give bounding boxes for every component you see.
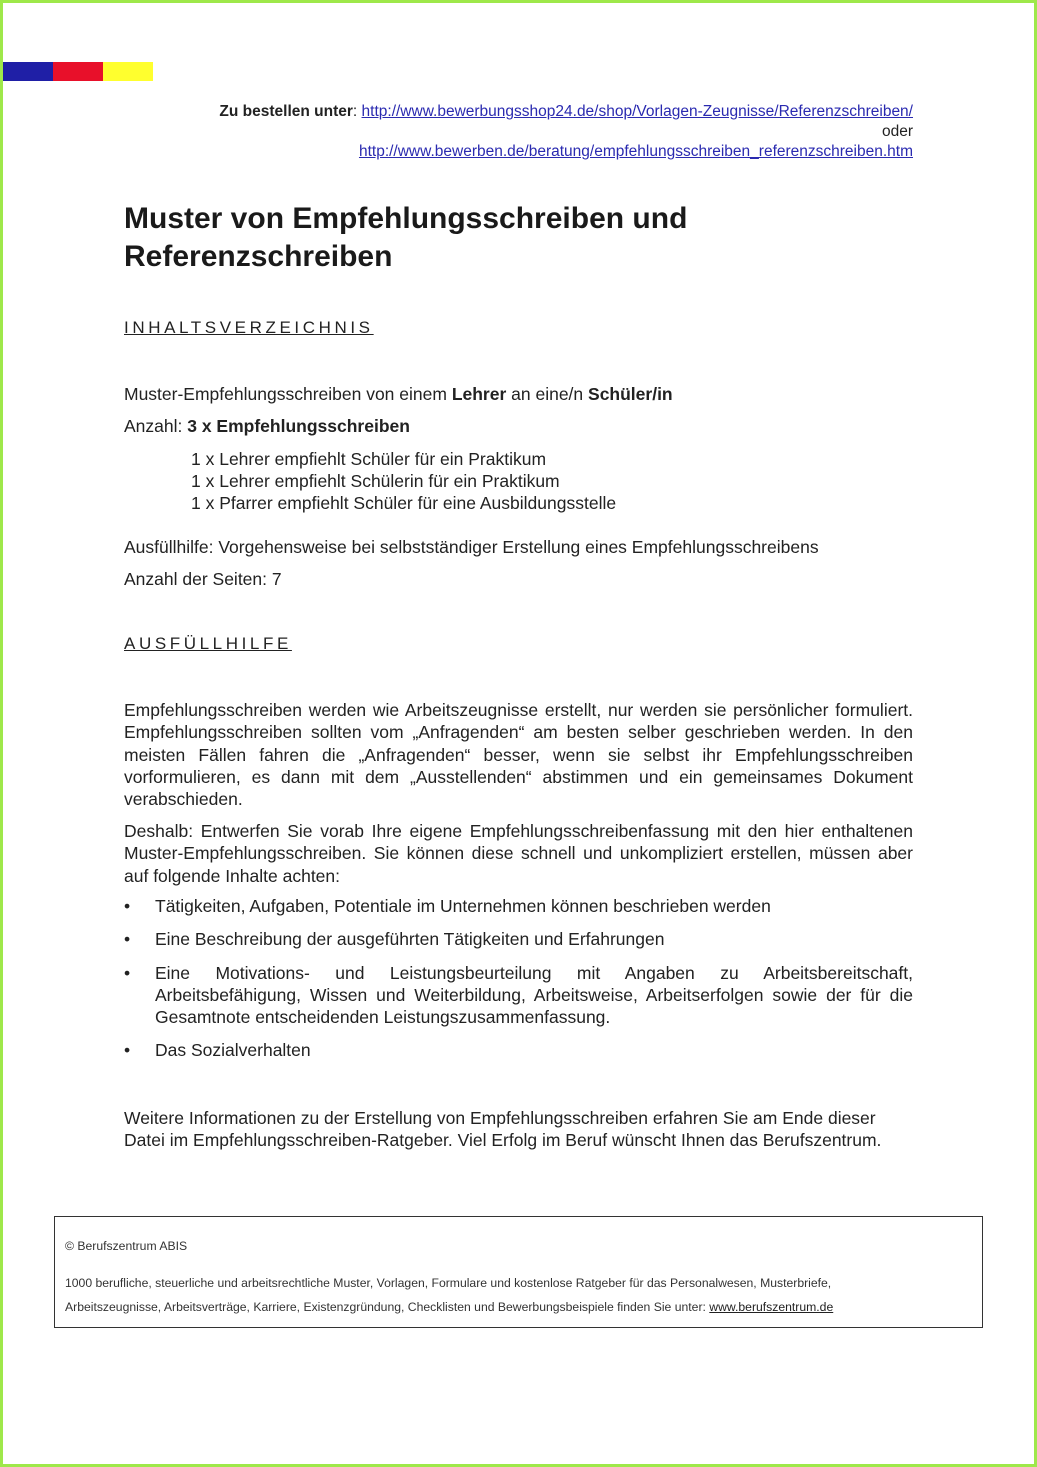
flag-stripe-yellow: [103, 62, 153, 81]
footer-description: [65, 1271, 972, 1319]
toc-line-lehrer: Lehrer: [451, 384, 507, 404]
order-link-shop[interactable]: http://www.bewerbungsshop24.de/shop/Vorlagen-Zeugnisse/Referenzschreiben/: [361, 103, 913, 120]
closing-paragraph: Weitere Informationen zu der Erstellung von Empfehlungsschreiben erfahren Sie am Ende dieser Datei im Empfehlungsschreiben-Ratgeber. Viel Erfolg im Beruf wünscht Ihnen das Berufszentrum.: [124, 1108, 882, 1151]
document-title: Muster von Empfehlungsschreiben und Referenzschreiben: [124, 202, 688, 273]
bullet-icon: •: [124, 1040, 131, 1061]
toc-line-main: [124, 384, 673, 405]
order-label: Zu bestellen unter: [219, 103, 353, 120]
flag-stripe-blue: [3, 62, 53, 81]
order-link-bewerben[interactable]: http://www.bewerben.de/beratung/empfehlungsschreiben_referenzschreiben.htm: [358, 143, 913, 160]
list-item: [124, 1039, 913, 1061]
toc-count-value: 3 x Empfehlungsschreiben: [187, 416, 410, 436]
toc-item: 1 x Pfarrer empfiehlt Schüler für eine Ausbildungsstelle: [191, 493, 617, 513]
toc-help-line: Ausfüllhilfe: Vorgehensweise bei selbstständiger Erstellung eines Empfehlungsschreibens: [124, 537, 819, 557]
footer-box: [54, 1216, 983, 1328]
list-item-text: Eine Beschreibung der ausgeführten Tätigkeiten und Erfahrungen: [155, 929, 665, 950]
list-item-text: Tätigkeiten, Aufgaben, Potentiale im Unternehmen können beschrieben werden: [155, 896, 771, 916]
bullet-icon: •: [124, 962, 131, 983]
help-paragraph-1: Empfehlungsschreiben werden wie Arbeitszeugnisse erstellt, nur werden sie persönlicher formuliert. Empfehlungsschreiben sollten vom „Anfragenden“ am besten selber geschrieben werden. In den meisten Fällen fahren die „Anfragenden“ besser, wenn sie selbst ihr Empfehlungsschreiben vorformulieren, es dann mit dem „Ausstellenden“ abstimmen und ein gemeinsames Dokument verabschieden.: [124, 700, 913, 810]
bullet-icon: •: [124, 929, 131, 950]
toc-line-schueler: Schüler/in: [588, 384, 673, 404]
order-info: Zu bestellen unter: http://www.bewerbungsshop24.de/shop/Vorlagen-Zeugnisse/Referenzschreiben/ oder http://www.bewerben.de/beratung/empfehlungsschreiben_referenzschreiben.htm: [219, 103, 913, 160]
flag-stripe-red: [53, 62, 103, 81]
toc-line-text: Muster-Empfehlungsschreiben von einem: [124, 384, 452, 404]
toc-line-text2: an eine/n: [506, 384, 589, 404]
color-flag: [3, 62, 153, 81]
order-or: oder: [881, 123, 913, 140]
footer-link[interactable]: www.berufszentrum.de: [709, 1300, 834, 1314]
footer-desc-line2: Arbeitszeugnisse, Arbeitsverträge, Karriere, Existenzgründung, Checklisten und Bewerbungsbeispiele finden Sie unter:: [65, 1300, 710, 1314]
toc-pages-line: Anzahl der Seiten: 7: [124, 569, 282, 589]
toc-item: 1 x Lehrer empfiehlt Schülerin für ein Praktikum: [191, 471, 560, 491]
toc-count-label: Anzahl:: [124, 416, 188, 436]
list-item: [124, 928, 913, 950]
bullet-icon: •: [124, 896, 131, 916]
toc-item: 1 x Lehrer empfiehlt Schüler für ein Praktikum: [191, 449, 547, 469]
list-item-text: Eine Motivations- und Leistungsbeurteilung mit Angaben zu Arbeitsbereitschaft, Arbeitsbefähigung, Wissen und Weiterbildung, Arbeitsweise, Arbeitserfolgen sowie der für die Gesamtnote entscheidenden Leistungszusammenfassung.: [155, 962, 913, 1028]
list-item: [124, 895, 913, 917]
footer-desc-line1: 1000 berufliche, steuerliche und arbeitsrechtliche Muster, Vorlagen, Formulare und kostenlose Ratgeber für das Personalwesen, Musterbriefe,: [65, 1276, 832, 1290]
help-heading: AUSFÜLLHILFE: [124, 634, 292, 653]
help-paragraph-2: Deshalb: Entwerfen Sie vorab Ihre eigene Empfehlungsschreibenfassung mit den hier enthaltenen Muster-Empfehlungsschreiben. Sie können diese schnell und unkompliziert erstellen, müssen aber auf folgende Inhalte achten:: [124, 821, 913, 886]
list-item-text: Das Sozialverhalten: [155, 1040, 311, 1061]
toc-count: [124, 416, 410, 437]
toc-heading: INHALTSVERZEICHNIS: [124, 318, 374, 337]
footer-copyright: © Berufszentrum ABIS: [65, 1239, 188, 1253]
list-item: [124, 962, 913, 1029]
content-bullet-list: [124, 895, 913, 1073]
